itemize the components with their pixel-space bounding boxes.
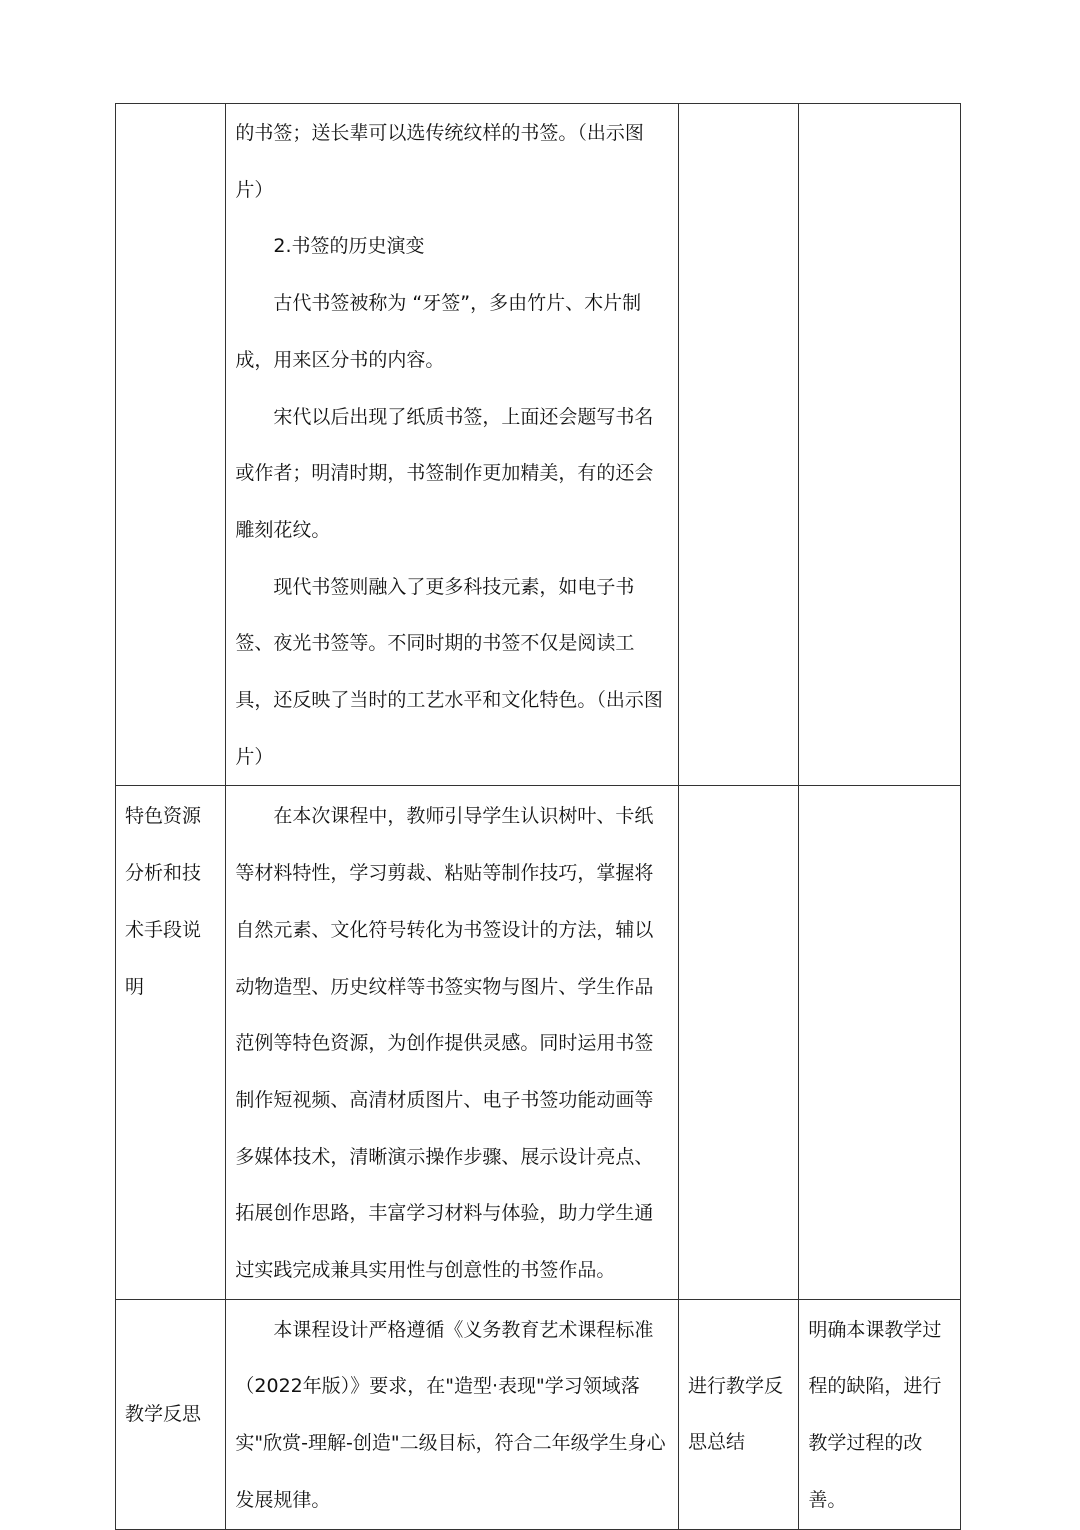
paragraph-resources: 在本次课程中，教师引导学生认识树叶、卡纸等材料特性，学习剪裁、粘贴等制作技巧，掌握将自然元素、文化符号转化为书签设计的方法，辅以动物造型、历史纹样等书签实物与图片、学生作品范例等特色资源，为创作提供灵感。同时运用书签制作短视频、高清材质图片、电子书签功能动画等多媒体技术，清晰演示操作步骤、展示设计亮点、拓展创作思路，丰富学习材料与体验，助力学生通过实践完成兼具实用性与创意性的书签作品。: [235, 805, 654, 1282]
activity-cell: [678, 1299, 798, 1529]
label-cell: [116, 1299, 226, 1529]
content-cell: [226, 104, 679, 786]
activity-text: 进行教学反思总结: [687, 1374, 783, 1454]
purpose-cell-empty: [799, 104, 961, 786]
lesson-plan-table: [115, 103, 961, 1530]
purpose-text: 明确本课教学过程的缺陷，进行教学过程的改善。: [808, 1318, 942, 1511]
table-row: [116, 1299, 961, 1529]
activity-cell-empty: [678, 104, 798, 786]
paragraph-song-ming-qing: 宋代以后出现了纸质书签，上面还会题写书名或作者；明清时期，书签制作更加精美，有的还会雕刻花纹。: [235, 405, 654, 541]
table-row: [116, 786, 961, 1299]
content-cell: [226, 1299, 679, 1529]
paragraph-modern-bookmark: 现代书签则融入了更多科技元素，如电子书签、夜光书签等。不同时期的书签不仅是阅读工具，还反映了当时的工艺水平和文化特色。（出示图片）: [235, 575, 663, 768]
paragraph-ancient-bookmark: 古代书签被称为 “牙签”，多由竹片、木片制成，用来区分书的内容。: [235, 292, 642, 371]
label-cell: [116, 786, 226, 1299]
paragraph-reflection: 本课程设计严格遵循《义务教育艺术课程标准（2022年版）》要求，在"造型·表现"学习领域落实"欣赏-理解-创造"二级目标，符合二年级学生身心发展规律。: [235, 1318, 666, 1511]
purpose-cell-empty: [799, 786, 961, 1299]
table-row: [116, 104, 961, 786]
paragraph-bookmark-gift: 的书签；送长辈可以选传统纹样的书签。（出示图片）: [235, 122, 644, 201]
purpose-cell: [799, 1299, 961, 1529]
row-label-resources: 特色资源分析和技术手段说明: [125, 805, 202, 998]
activity-cell-empty: [678, 786, 798, 1299]
row-label-reflection: 教学反思: [125, 1402, 202, 1425]
section-heading-history: 2.书签的历史演变: [273, 235, 425, 258]
label-cell-empty: [116, 104, 226, 786]
content-cell: [226, 786, 679, 1299]
